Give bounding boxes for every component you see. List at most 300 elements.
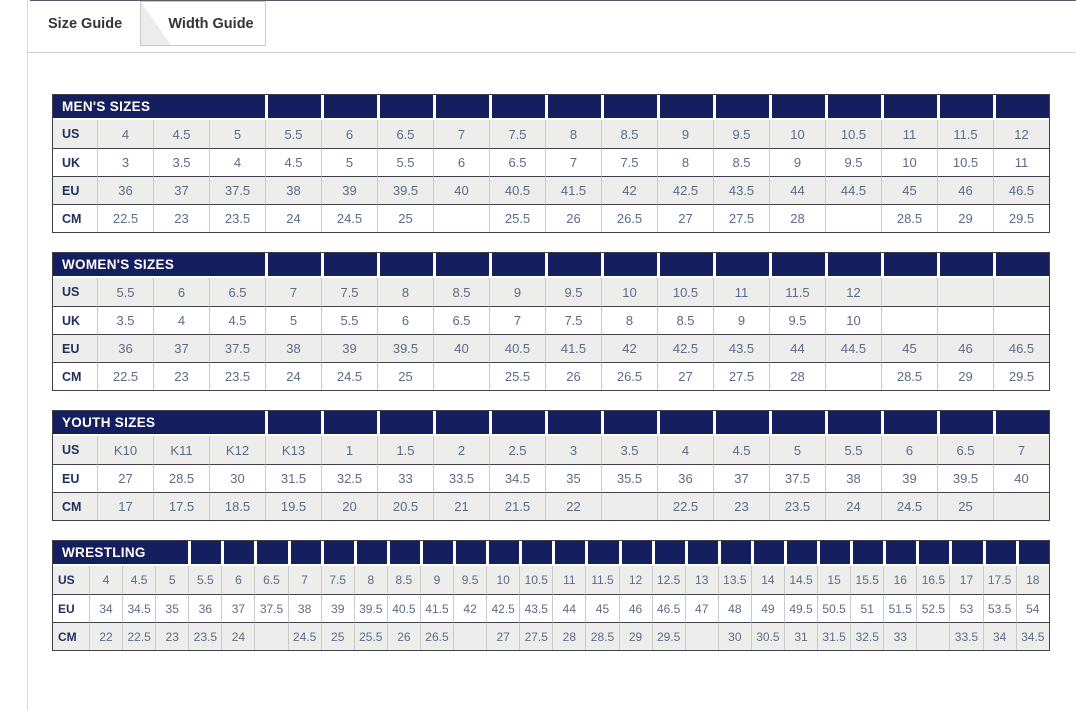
size-value: 8.5	[387, 566, 420, 594]
size-value: 6.5	[377, 120, 433, 148]
size-value: 22.5	[122, 622, 155, 650]
size-value: 22.5	[97, 362, 153, 390]
size-row-cm	[53, 622, 1049, 650]
size-value: 33	[377, 464, 433, 492]
size-value: 3.5	[153, 148, 209, 176]
size-value: 5.5	[188, 566, 221, 594]
size-value: 40	[433, 334, 489, 362]
size-value: 26.5	[601, 204, 657, 232]
size-value: 42.5	[657, 176, 713, 204]
header-cell	[265, 95, 321, 120]
size-value	[993, 492, 1049, 520]
size-value: 6.5	[254, 566, 287, 594]
size-value: 42	[601, 334, 657, 362]
size-value	[993, 306, 1049, 334]
size-value: 19.5	[265, 492, 321, 520]
size-value: 23.5	[769, 492, 825, 520]
row-label: UK	[53, 148, 97, 176]
header-cell	[825, 411, 881, 436]
size-value: 43.5	[713, 176, 769, 204]
size-value: 10	[881, 148, 937, 176]
size-table-wrestling	[52, 540, 1050, 651]
header-cell	[321, 95, 377, 120]
size-value: 35	[155, 594, 188, 622]
size-value: 30.5	[751, 622, 784, 650]
header-cell	[221, 541, 254, 566]
size-value: 29.5	[993, 362, 1049, 390]
header-cell	[387, 541, 420, 566]
size-value: 22	[545, 492, 601, 520]
size-value: 26.5	[601, 362, 657, 390]
size-value: 37	[153, 334, 209, 362]
header-cell	[433, 253, 489, 278]
size-value: 7	[288, 566, 321, 594]
size-value: 12	[619, 566, 652, 594]
size-value: 39	[321, 334, 377, 362]
size-value: 9	[657, 120, 713, 148]
size-value: 40.5	[489, 176, 545, 204]
size-value: 25	[937, 492, 993, 520]
size-value: 36	[97, 334, 153, 362]
size-value: 44.5	[825, 176, 881, 204]
header-cell	[657, 411, 713, 436]
size-value: 17	[97, 492, 153, 520]
size-value: 4	[89, 566, 122, 594]
size-value: 8.5	[657, 306, 713, 334]
size-value: 51.5	[883, 594, 916, 622]
size-value: 23.5	[209, 204, 265, 232]
size-row-us	[53, 278, 1049, 306]
size-value: 35.5	[601, 464, 657, 492]
size-value: 6	[881, 436, 937, 464]
size-value: 25.5	[489, 362, 545, 390]
header-cell	[949, 541, 982, 566]
size-value: 32.5	[850, 622, 883, 650]
size-value: 5.5	[825, 436, 881, 464]
size-value: 43.5	[519, 594, 552, 622]
size-value: 31.5	[817, 622, 850, 650]
header-cell	[377, 411, 433, 436]
size-value: 22.5	[97, 204, 153, 232]
header-cell	[751, 541, 784, 566]
header-cell	[937, 411, 993, 436]
size-value: 36	[188, 594, 221, 622]
header-cell	[817, 541, 850, 566]
size-value: K12	[209, 436, 265, 464]
size-value: 46.5	[993, 176, 1049, 204]
size-value: K13	[265, 436, 321, 464]
size-value	[916, 622, 949, 650]
size-value	[433, 362, 489, 390]
header-cell	[784, 541, 817, 566]
header-cell	[489, 95, 545, 120]
size-value: 34.5	[489, 464, 545, 492]
size-value: 10.5	[937, 148, 993, 176]
size-value: 37	[153, 176, 209, 204]
size-value: 37.5	[209, 176, 265, 204]
size-value: 29	[937, 362, 993, 390]
size-value: 50.5	[817, 594, 850, 622]
size-value: 8.5	[713, 148, 769, 176]
size-value: 8	[601, 306, 657, 334]
size-value: 27.5	[713, 362, 769, 390]
size-value: 47	[685, 594, 718, 622]
size-value: 42.5	[657, 334, 713, 362]
size-value: 49.5	[784, 594, 817, 622]
header-cell	[825, 95, 881, 120]
size-value: 30	[718, 622, 751, 650]
size-value: 26	[387, 622, 420, 650]
size-value: 7.5	[489, 120, 545, 148]
header-cell	[883, 541, 916, 566]
size-value: 9.5	[545, 278, 601, 306]
size-value: 11.5	[769, 278, 825, 306]
size-value: 41.5	[545, 334, 601, 362]
size-value: 8	[545, 120, 601, 148]
size-value: 39.5	[354, 594, 387, 622]
size-value: 31	[784, 622, 817, 650]
row-label: EU	[53, 594, 89, 622]
size-value: 34	[89, 594, 122, 622]
size-value	[825, 204, 881, 232]
size-value: 48	[718, 594, 751, 622]
size-value: 39	[321, 176, 377, 204]
size-value: 5	[769, 436, 825, 464]
table-title: WRESTLING	[53, 541, 188, 566]
row-label: US	[58, 573, 75, 587]
size-value: 33	[883, 622, 916, 650]
size-value: 4.5	[153, 120, 209, 148]
header-cell	[657, 95, 713, 120]
size-row-eu	[53, 334, 1049, 362]
header-cell	[937, 253, 993, 278]
size-value: 53.5	[983, 594, 1016, 622]
tab-bar-bottom-border	[28, 52, 1076, 53]
size-value: 7	[433, 120, 489, 148]
header-cell	[265, 253, 321, 278]
size-value	[881, 306, 937, 334]
size-value: 11.5	[937, 120, 993, 148]
size-value: 37.5	[254, 594, 287, 622]
header-cell	[321, 541, 354, 566]
size-value	[433, 204, 489, 232]
size-value: 5.5	[97, 278, 153, 306]
size-row-uk	[53, 148, 1049, 176]
tab-width-guide[interactable]	[140, 1, 266, 46]
header-cell	[713, 95, 769, 120]
size-value: 27	[657, 362, 713, 390]
size-value: 24	[825, 492, 881, 520]
size-value: 33.5	[433, 464, 489, 492]
size-value: 2	[433, 436, 489, 464]
size-value: 5	[321, 148, 377, 176]
header-cell	[433, 411, 489, 436]
size-table-women-s-sizes	[52, 252, 1050, 391]
size-value: 25	[377, 362, 433, 390]
size-value: 24.5	[881, 492, 937, 520]
size-value: 7	[265, 278, 321, 306]
size-value: 40	[433, 176, 489, 204]
size-value: 46.5	[652, 594, 685, 622]
row-label: EU	[53, 334, 97, 362]
size-row-eu	[53, 176, 1049, 204]
header-cell	[321, 411, 377, 436]
size-value: 46	[937, 176, 993, 204]
header-cell	[769, 411, 825, 436]
tab-fold-decoration	[141, 2, 171, 45]
size-value: 3.5	[97, 306, 153, 334]
size-value: 40.5	[387, 594, 420, 622]
size-value: 40	[993, 464, 1049, 492]
size-row-us	[53, 120, 1049, 148]
size-value: 7	[545, 148, 601, 176]
header-cell	[769, 253, 825, 278]
header-cell	[519, 541, 552, 566]
size-value: 29	[937, 204, 993, 232]
size-value: 33.5	[949, 622, 982, 650]
size-value: 9	[713, 306, 769, 334]
table-title: YOUTH SIZES	[53, 411, 265, 436]
size-row-us	[53, 566, 1049, 594]
size-value: 38	[825, 464, 881, 492]
size-value: 9	[420, 566, 453, 594]
row-label: CM	[53, 622, 89, 650]
size-value: 26	[545, 204, 601, 232]
size-value: 23	[153, 204, 209, 232]
size-value: 42	[453, 594, 486, 622]
size-value: 5	[155, 566, 188, 594]
size-row-cm	[53, 492, 1049, 520]
header-cell	[288, 541, 321, 566]
size-value: 34	[983, 622, 1016, 650]
size-value: 31.5	[265, 464, 321, 492]
size-value: 7.5	[601, 148, 657, 176]
size-value: 17.5	[153, 492, 209, 520]
size-value: 10.5	[825, 120, 881, 148]
size-value: 6.5	[489, 148, 545, 176]
size-value: 44	[769, 176, 825, 204]
size-value: 24.5	[288, 622, 321, 650]
size-value: 27	[97, 464, 153, 492]
size-value: 38	[265, 176, 321, 204]
row-label: US	[62, 285, 80, 299]
size-value: 10.5	[519, 566, 552, 594]
size-value: 20	[321, 492, 377, 520]
size-value: 23.5	[209, 362, 265, 390]
header-cell	[937, 95, 993, 120]
size-value: 28.5	[153, 464, 209, 492]
header-cell	[489, 411, 545, 436]
size-value	[825, 362, 881, 390]
header-cell	[377, 253, 433, 278]
header-cell	[486, 541, 519, 566]
size-value	[993, 278, 1049, 306]
size-value: 42.5	[486, 594, 519, 622]
size-value: 46	[619, 594, 652, 622]
size-value: 39.5	[377, 334, 433, 362]
size-value: 24	[265, 204, 321, 232]
size-value: 11	[552, 566, 585, 594]
size-row-uk	[53, 306, 1049, 334]
size-value: 2.5	[489, 436, 545, 464]
size-value: 46.5	[993, 334, 1049, 362]
header-cell	[993, 253, 1049, 278]
size-value: 5.5	[265, 120, 321, 148]
size-value: 28	[552, 622, 585, 650]
size-value: 4.5	[209, 306, 265, 334]
size-value: 25.5	[354, 622, 387, 650]
size-value: 9	[489, 278, 545, 306]
header-cell	[265, 411, 321, 436]
size-value: 24	[221, 622, 254, 650]
header-cell	[881, 253, 937, 278]
size-value: 13.5	[718, 566, 751, 594]
size-value: 9.5	[713, 120, 769, 148]
size-value: 8.5	[433, 278, 489, 306]
size-value: 36	[97, 176, 153, 204]
size-value: 21	[433, 492, 489, 520]
size-row-eu	[53, 464, 1049, 492]
size-value: 44	[552, 594, 585, 622]
row-label: US	[62, 127, 80, 141]
size-value: 16.5	[916, 566, 949, 594]
size-value: 37.5	[769, 464, 825, 492]
header-cell	[489, 253, 545, 278]
header-cell	[652, 541, 685, 566]
tab-size-guide[interactable]: Size Guide	[48, 16, 123, 32]
size-value: 35	[545, 464, 601, 492]
header-cell	[993, 411, 1049, 436]
size-value: 7	[993, 436, 1049, 464]
size-value: 38	[265, 334, 321, 362]
header-cell	[881, 411, 937, 436]
size-row-us	[53, 436, 1049, 464]
table-title: WOMEN'S SIZES	[53, 253, 265, 278]
size-value: 45	[585, 594, 618, 622]
size-value: 10	[601, 278, 657, 306]
size-value: 9.5	[769, 306, 825, 334]
size-value: 42	[601, 176, 657, 204]
size-value: 10	[825, 306, 881, 334]
size-value: 3	[97, 148, 153, 176]
size-value: K11	[153, 436, 209, 464]
size-value: 4.5	[713, 436, 769, 464]
size-value: 14	[751, 566, 784, 594]
header-cell	[916, 541, 949, 566]
size-value: 29.5	[993, 204, 1049, 232]
size-value: 4	[153, 306, 209, 334]
header-cell	[601, 253, 657, 278]
size-value: 10	[769, 120, 825, 148]
size-value: 39.5	[377, 176, 433, 204]
size-value: 5.5	[321, 306, 377, 334]
size-value: 15	[817, 566, 850, 594]
size-value: 14.5	[784, 566, 817, 594]
header-cell	[545, 411, 601, 436]
size-value: 53	[949, 594, 982, 622]
size-value: 44	[769, 334, 825, 362]
header-cell	[254, 541, 287, 566]
size-value: 12	[825, 278, 881, 306]
size-value: 38	[288, 594, 321, 622]
header-cell	[850, 541, 883, 566]
size-value: 4	[209, 148, 265, 176]
size-value: 27.5	[519, 622, 552, 650]
size-value: 27	[657, 204, 713, 232]
size-value: 13	[685, 566, 718, 594]
size-value: 5	[265, 306, 321, 334]
header-cell	[377, 95, 433, 120]
size-value: 37.5	[209, 334, 265, 362]
header-cell	[545, 253, 601, 278]
header-cell	[685, 541, 718, 566]
size-value: 41.5	[545, 176, 601, 204]
header-cell	[983, 541, 1016, 566]
size-value: 25	[321, 622, 354, 650]
size-value: 23	[713, 492, 769, 520]
size-value: 3.5	[601, 436, 657, 464]
size-value: 22.5	[657, 492, 713, 520]
row-label: EU	[53, 464, 97, 492]
size-value: 9.5	[825, 148, 881, 176]
size-value: 24.5	[321, 204, 377, 232]
size-value: 23	[153, 362, 209, 390]
size-value	[254, 622, 287, 650]
size-value: 39	[881, 464, 937, 492]
size-value: 6	[153, 278, 209, 306]
size-value: 36	[657, 464, 713, 492]
size-value: 11	[993, 148, 1049, 176]
header-cell	[601, 95, 657, 120]
size-value: 34.5	[1016, 622, 1049, 650]
header-cell	[585, 541, 618, 566]
size-value: 7.5	[321, 566, 354, 594]
size-value: 8	[657, 148, 713, 176]
size-value: 27	[486, 622, 519, 650]
size-value: 27.5	[713, 204, 769, 232]
size-value: 22	[89, 622, 122, 650]
size-value: 32.5	[321, 464, 377, 492]
size-value: 7.5	[545, 306, 601, 334]
size-value: 6	[433, 148, 489, 176]
size-value: 24	[265, 362, 321, 390]
size-value: 43.5	[713, 334, 769, 362]
header-cell	[433, 95, 489, 120]
header-cell	[825, 253, 881, 278]
size-value: 1.5	[377, 436, 433, 464]
size-value: 25.5	[489, 204, 545, 232]
size-value: 39.5	[937, 464, 993, 492]
size-value: 37	[221, 594, 254, 622]
row-label: UK	[53, 306, 97, 334]
header-cell	[619, 541, 652, 566]
header-cell	[552, 541, 585, 566]
size-value: 18	[1016, 566, 1049, 594]
size-value: 28.5	[585, 622, 618, 650]
size-value: 5	[209, 120, 265, 148]
size-value: 37	[713, 464, 769, 492]
size-value: 6.5	[937, 436, 993, 464]
size-value: 7.5	[321, 278, 377, 306]
size-value: 51	[850, 594, 883, 622]
size-value: 5.5	[377, 148, 433, 176]
size-value: 4	[657, 436, 713, 464]
size-value: 3	[545, 436, 601, 464]
size-value: 15.5	[850, 566, 883, 594]
header-cell	[718, 541, 751, 566]
size-value: 45	[881, 176, 937, 204]
tab-width-guide-label: Width Guide	[168, 15, 254, 32]
